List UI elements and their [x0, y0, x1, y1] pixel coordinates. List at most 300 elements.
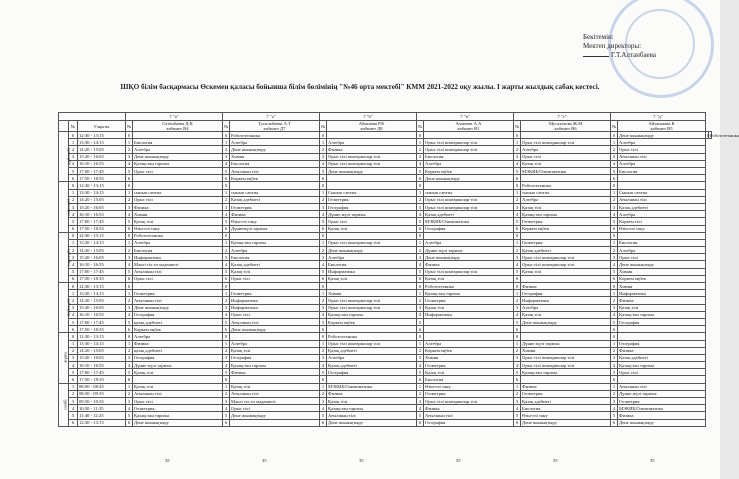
lesson-number: 1: [320, 139, 327, 146]
subject-cell: Қазақ тілі: [230, 347, 320, 354]
subject-cell: [133, 182, 223, 189]
table-row: [59, 203, 712, 210]
subject-cell: Физика: [424, 261, 514, 268]
subject-cell: [230, 333, 320, 340]
lesson-number: 0: [514, 132, 521, 139]
subject-cell: Геометрия: [230, 290, 320, 297]
header-num: №: [126, 121, 133, 132]
lesson-number: 3: [611, 398, 618, 405]
lesson-number: 6: [514, 175, 521, 182]
subject-cell: География: [327, 369, 417, 376]
lesson-time: 16:10 - 16:55: [78, 211, 126, 218]
subject-cell: География: [133, 354, 223, 361]
total-hours: 35: [165, 458, 170, 463]
subject-cell: Алгебра: [618, 211, 706, 218]
table-row: [59, 239, 712, 246]
subject-cell: Информатика: [327, 268, 417, 275]
lesson-time: 17:50 - 18:35: [78, 326, 126, 333]
lesson-time: 14:20 - 15:05: [78, 146, 126, 153]
table-row: [59, 412, 712, 419]
table-row: [59, 383, 712, 390]
lesson-number: 5: [514, 268, 521, 275]
lesson-time: 09:50 - 10:35: [78, 398, 126, 405]
lesson-number: 4: [69, 405, 78, 412]
lesson-number: 0: [611, 333, 618, 340]
subject-cell: Орыс тілі шығармалар тілі: [327, 239, 417, 246]
lesson-number: 3: [69, 354, 78, 361]
lesson-number: 3: [223, 304, 230, 311]
lesson-number: 6: [514, 275, 521, 282]
lesson-number: 6: [417, 275, 424, 282]
subject-cell: Дене шынықтыру: [133, 419, 223, 426]
lesson-number: 0: [514, 182, 521, 189]
subject-cell: [133, 376, 223, 383]
lesson-number: 4: [417, 405, 424, 412]
subject-cell: Робототехника: [424, 283, 514, 290]
lesson-number: 5: [514, 168, 521, 175]
lesson-number: 3: [223, 354, 230, 361]
subject-cell: Информатика: [618, 290, 706, 297]
subject-cell: [327, 182, 417, 189]
lesson-number: 1: [69, 139, 78, 146]
day-label-cell: [59, 232, 69, 282]
lesson-number: 2: [320, 196, 327, 203]
lesson-number: 4: [320, 405, 327, 412]
lesson-number: 1: [417, 340, 424, 347]
lesson-number: 2: [514, 146, 521, 153]
subject-cell: Қазақстан тарихы: [327, 311, 417, 318]
lesson-time: 12:30 - 13:15: [78, 232, 126, 239]
lesson-number: 2: [417, 390, 424, 397]
subject-cell: Дене шынықтыру: [618, 419, 706, 426]
lesson-number: 3: [514, 398, 521, 405]
subject-cell: Қазақ тілі: [230, 383, 320, 390]
lesson-number: 2: [69, 390, 78, 397]
subject-cell: Биология: [133, 247, 223, 254]
subject-cell: Қазақстан тарихы: [133, 160, 223, 167]
lesson-number: 3: [514, 354, 521, 361]
table-row: [59, 268, 712, 275]
subject-cell: Қазақ тілі: [521, 160, 611, 167]
lesson-number: 0: [320, 182, 327, 189]
subject-cell: География: [521, 290, 611, 297]
lesson-number: 5: [611, 218, 618, 225]
signature-line: [583, 56, 609, 57]
table-row: [59, 290, 712, 297]
subject-cell: Сынып сағаты: [327, 189, 417, 196]
subject-cell: Биология: [424, 376, 514, 383]
header-class-name: 7 "г": [514, 113, 611, 121]
table-row: [59, 275, 712, 282]
lesson-number: 6: [417, 225, 424, 232]
subject-cell: Орыс тілі шығармалар тілі: [327, 340, 417, 347]
subject-cell: Орыс тілі: [133, 275, 223, 282]
lesson-number: 3: [320, 304, 327, 311]
table-row: [59, 419, 712, 426]
lesson-number: 4: [223, 261, 230, 268]
lesson-number: 0: [126, 132, 133, 139]
lesson-number: 6: [69, 326, 78, 333]
lesson-number: 3: [223, 153, 230, 160]
lesson-time: 13:30 - 14:15: [78, 290, 126, 297]
lesson-number: 5: [223, 412, 230, 419]
lesson-time: 11:40 - 12:25: [78, 412, 126, 419]
lesson-time: 17:50 - 18:35: [78, 376, 126, 383]
lesson-number: 0: [417, 232, 424, 239]
subject-cell: Дене шынықтыру: [618, 132, 706, 139]
subject-cell: Алгебра: [424, 239, 514, 246]
subject-cell: Орыс тілі: [230, 405, 320, 412]
lesson-number: 6: [417, 376, 424, 383]
subject-cell: Орыс тілі шығармалар тілі: [327, 304, 417, 311]
lesson-number: 3: [320, 203, 327, 210]
lesson-number: 2: [611, 390, 618, 397]
subject-cell: [521, 333, 611, 340]
header-num: №: [611, 121, 618, 132]
subject-cell: [521, 275, 611, 282]
day-label-cell: [59, 283, 69, 333]
subject-cell: Орыс тілі шығармалар тілі: [424, 146, 514, 153]
table-row: [59, 398, 712, 405]
subject-cell: Информатика: [521, 297, 611, 304]
lesson-number: 2: [514, 390, 521, 397]
lesson-number: 0: [707, 132, 710, 138]
subject-cell: Ағылшын тілі: [133, 268, 223, 275]
lesson-number: 3: [320, 254, 327, 261]
table-row: [59, 211, 712, 218]
table-row: [59, 132, 712, 139]
lesson-number: 4: [611, 211, 618, 218]
lesson-number: 3: [69, 398, 78, 405]
lesson-number: 4: [69, 261, 78, 268]
subject-cell: Қазақ әдебиеті: [230, 261, 320, 268]
lesson-time: 17:00 - 17:45: [78, 318, 126, 325]
lesson-number: 5: [126, 412, 133, 419]
subject-cell: Орыс тілі шығармалар тілі: [327, 160, 417, 167]
table-row: [59, 153, 712, 160]
lesson-number: 2: [611, 247, 618, 254]
lesson-number: 5: [320, 168, 327, 175]
lesson-number: 0: [223, 283, 230, 290]
subject-cell: Ағылшын тілі: [133, 297, 223, 304]
lesson-number: 1: [69, 290, 78, 297]
lesson-number: 4: [320, 160, 327, 167]
subject-cell: МЭКИБ/Олимпиатика: [327, 383, 417, 390]
subject-cell: Геометрия: [133, 405, 223, 412]
lesson-number: 4: [514, 211, 521, 218]
lesson-number: 5: [126, 318, 133, 325]
table-row: [59, 182, 712, 189]
day-label-cell: [59, 182, 69, 232]
lesson-number: 0: [611, 182, 618, 189]
subject-cell: Орыс тілі шығармалар тілі: [424, 398, 514, 405]
lesson-number: 3: [611, 153, 618, 160]
approval-line-1: Бекітемін:: [583, 33, 614, 41]
subject-cell: Орыс тілі шығармалар тілі: [424, 203, 514, 210]
subject-cell: Физика: [133, 340, 223, 347]
subject-cell: [327, 283, 417, 290]
lesson-number: 2: [126, 247, 133, 254]
lesson-number: 1: [611, 383, 618, 390]
lesson-number: 5: [417, 412, 424, 419]
subject-cell: География: [133, 311, 223, 318]
subject-cell: Дене шынықтыру: [327, 419, 417, 426]
table-row: [59, 196, 712, 203]
lesson-time: 16:10 - 16:55: [78, 160, 126, 167]
subject-cell: Физика: [230, 369, 320, 376]
subject-cell: Робототехника: [327, 333, 417, 340]
lesson-number: 1: [320, 189, 327, 196]
lesson-number: 4: [514, 311, 521, 318]
lesson-number: 1: [69, 383, 78, 390]
subject-cell: Алгебра: [618, 247, 706, 254]
day-label-cell: [59, 132, 72, 182]
subject-cell: Физика: [521, 383, 611, 390]
lesson-number: 6: [126, 326, 133, 333]
subject-cell: [230, 232, 320, 239]
subject-cell: Дене шынықтыру: [230, 326, 320, 333]
subject-cell: [618, 333, 706, 340]
subject-cell: Дене шынықтыру: [424, 254, 514, 261]
lesson-time: 17:00 - 17:45: [78, 369, 126, 376]
subject-cell: Дүние жүзі тарихы: [424, 247, 514, 254]
lesson-number: 4: [126, 261, 133, 268]
subject-cell: Ағылшын тілі: [230, 318, 320, 325]
subject-cell: Өзін-өзі тану: [133, 225, 223, 232]
approval-line-2: Мектеп директоры:: [583, 42, 642, 50]
subject-cell: Ағылшын тілі: [618, 196, 706, 203]
lesson-number: 6: [223, 419, 230, 426]
subject-cell: Орыс тілі шығармалар тілі: [424, 196, 514, 203]
lesson-number: 1: [417, 139, 424, 146]
subject-cell: Геометрия: [521, 239, 611, 246]
lesson-time: 16:10 - 16:55: [78, 261, 126, 268]
lesson-number: 0: [611, 232, 618, 239]
lesson-number: 2: [126, 390, 133, 397]
lesson-number: 4: [514, 362, 521, 369]
lesson-number: 4: [611, 405, 618, 412]
subject-cell: Физика: [327, 390, 417, 397]
lesson-number: 3: [126, 304, 133, 311]
subject-cell: Қазақ тілі: [521, 311, 611, 318]
lesson-number: 2: [320, 247, 327, 254]
lesson-number: 1: [611, 139, 618, 146]
lesson-number: 4: [69, 160, 78, 167]
lesson-number: 5: [417, 168, 424, 175]
subject-cell: Өзін-өзі тану: [521, 412, 611, 419]
lesson-time: 12:30 - 13:15: [78, 132, 126, 139]
subject-cell: Алгебра: [327, 354, 417, 361]
subject-cell: Химия: [618, 268, 706, 275]
lesson-time: 15:20 - 16:05: [78, 354, 126, 361]
lesson-number: 3: [126, 153, 133, 160]
lesson-number: 4: [514, 261, 521, 268]
lesson-number: 5: [320, 218, 327, 225]
lesson-number: 3: [126, 354, 133, 361]
lesson-time: 15:20 - 16:05: [78, 203, 126, 210]
lesson-number: 5: [126, 268, 133, 275]
lesson-time: 08:50 - 09:35: [78, 390, 126, 397]
lesson-number: 4: [514, 405, 521, 412]
lesson-number: 6: [126, 419, 133, 426]
lesson-number: 1: [417, 383, 424, 390]
lesson-number: 0: [320, 333, 327, 340]
subject-cell: Геометрия: [327, 196, 417, 203]
subject-cell: Қазақ әдебиеті: [230, 196, 320, 203]
lesson-number: 1: [223, 239, 230, 246]
table-row: [59, 175, 712, 182]
table-row: [59, 261, 712, 268]
lesson-number: 1: [514, 139, 521, 146]
lesson-number: 6: [69, 175, 78, 182]
lesson-number: 6: [320, 376, 327, 383]
lesson-number: 1: [69, 189, 78, 196]
subject-cell: Ағылшын тілі: [424, 412, 514, 419]
header-teacher-name: Мусахазова Ж.М: [548, 121, 583, 126]
lesson-number: 2: [69, 247, 78, 254]
header-teacher: [230, 121, 320, 132]
lesson-number: 2: [320, 347, 327, 354]
subject-cell: Химия: [230, 153, 320, 160]
lesson-number: 2: [320, 297, 327, 304]
lesson-number: 1: [126, 239, 133, 246]
subject-cell: [521, 132, 611, 139]
lesson-number: 3: [126, 398, 133, 405]
subject-cell: [424, 232, 514, 239]
header-class-name: 7 "б": [320, 113, 417, 121]
subject-cell: Биология: [230, 254, 320, 261]
subject-cell: Геометрия: [424, 297, 514, 304]
lesson-number: 6: [320, 326, 327, 333]
subject-cell: Геометрия: [133, 290, 223, 297]
lesson-number: 5: [514, 318, 521, 325]
header-day-cell: [59, 121, 69, 132]
timetable-table-wrap: [58, 112, 739, 457]
lesson-number: 4: [611, 362, 618, 369]
subject-cell: Информатика: [230, 297, 320, 304]
subject-cell: [230, 419, 320, 426]
subject-cell: [327, 376, 417, 383]
subject-cell: Қазақстан тарихы: [521, 211, 611, 218]
subject-cell: Дене шынықтыру: [327, 168, 417, 175]
subject-cell: [521, 326, 611, 333]
lesson-number: 3: [126, 203, 133, 210]
subject-cell: Химия: [424, 354, 514, 361]
table-row: [59, 333, 712, 340]
lesson-number: 5: [417, 218, 424, 225]
header-class-row: [59, 113, 712, 121]
lesson-number: 1: [126, 189, 133, 196]
lesson-number: 4: [69, 362, 78, 369]
lesson-number: 4: [126, 405, 133, 412]
lesson-number: 4: [320, 311, 327, 318]
table-row: [59, 347, 712, 354]
subject-cell: Физика: [618, 412, 706, 419]
subject-cell: Робототехника: [133, 232, 223, 239]
lesson-number: 5: [69, 168, 78, 175]
lesson-number: 6: [126, 225, 133, 232]
subject-cell: Орыс тілі: [230, 311, 320, 318]
lesson-number: 0: [69, 333, 78, 340]
subject-cell: Дене шынықтыру: [521, 318, 611, 325]
subject-cell: Қазақ тілі: [424, 369, 514, 376]
subject-cell: [133, 132, 223, 139]
lesson-number: 6: [320, 175, 327, 182]
lesson-number: 6: [611, 326, 618, 333]
lesson-time: 13:30 - 14:15: [78, 139, 126, 146]
subject-cell: Геометрия: [521, 390, 611, 397]
lesson-number: 0: [320, 232, 327, 239]
subject-cell: Дене шынықтыру: [521, 419, 611, 426]
lesson-number: 6: [514, 225, 521, 232]
subject-cell: Алгебра: [521, 304, 611, 311]
lesson-number: 1: [320, 340, 327, 347]
subject-cell: Биология: [521, 405, 611, 412]
lesson-number: 1: [514, 383, 521, 390]
subject-cell: Алгебра: [521, 196, 611, 203]
lesson-number: 3: [514, 304, 521, 311]
subject-cell: Дене шынықтыру: [133, 153, 223, 160]
subject-cell: Алгебра: [230, 340, 320, 347]
lesson-number: 2: [417, 146, 424, 153]
lesson-number: 3: [417, 254, 424, 261]
header-room: кабинет В4: [166, 126, 189, 132]
subject-cell: Физика: [133, 203, 223, 210]
lesson-number: 1: [69, 340, 78, 347]
lesson-number: 6: [126, 275, 133, 282]
table-row: [59, 189, 712, 196]
subject-cell: [618, 182, 706, 189]
lesson-number: 3: [320, 354, 327, 361]
lesson-number: 2: [223, 196, 230, 203]
lesson-number: 1: [223, 340, 230, 347]
header-teacher-name: Тусильбаева А.Т: [258, 121, 291, 126]
lesson-number: 6: [611, 275, 618, 282]
header-teacher-name: Ахмеева А.А: [455, 121, 482, 126]
lesson-number: 3: [223, 203, 230, 210]
subject-cell: Көркем еңбек: [424, 168, 514, 175]
subject-cell: География: [618, 340, 706, 347]
subject-cell: сынып сағаты: [133, 189, 223, 196]
subject-cell: [230, 283, 320, 290]
lesson-time: 17:00 - 17:45: [78, 218, 126, 225]
lesson-number: 2: [417, 247, 424, 254]
lesson-number: 1: [417, 189, 424, 196]
lesson-number: 0: [126, 283, 133, 290]
day-name: сенбі: [62, 399, 68, 410]
header-class-name: 7 "ә": [223, 113, 320, 121]
lesson-number: 0: [417, 283, 424, 290]
lesson-number: 5: [223, 218, 230, 225]
day-label-cell: [59, 383, 69, 426]
table-row: [59, 362, 712, 369]
lesson-number: 0: [126, 232, 133, 239]
lesson-number: 3: [126, 254, 133, 261]
subject-cell: Көркем еңбек: [230, 175, 320, 182]
lesson-number: 2: [126, 196, 133, 203]
subject-cell: Қазақстан тарихы: [230, 362, 320, 369]
table-row: [59, 304, 712, 311]
header-teacher: [133, 121, 223, 132]
subject-cell: Алгебра: [424, 160, 514, 167]
lesson-number: 2: [69, 297, 78, 304]
day-name: бейсенбі: [65, 299, 71, 317]
subject-cell: МЭКИБ/Олимпиатика: [424, 218, 514, 225]
table-row: [59, 390, 712, 397]
subject-cell: Орыс тілі шығармалар тілі: [424, 139, 514, 146]
lesson-number: 5: [126, 168, 133, 175]
subject-cell: Дүние жүзі тарихы: [618, 390, 706, 397]
